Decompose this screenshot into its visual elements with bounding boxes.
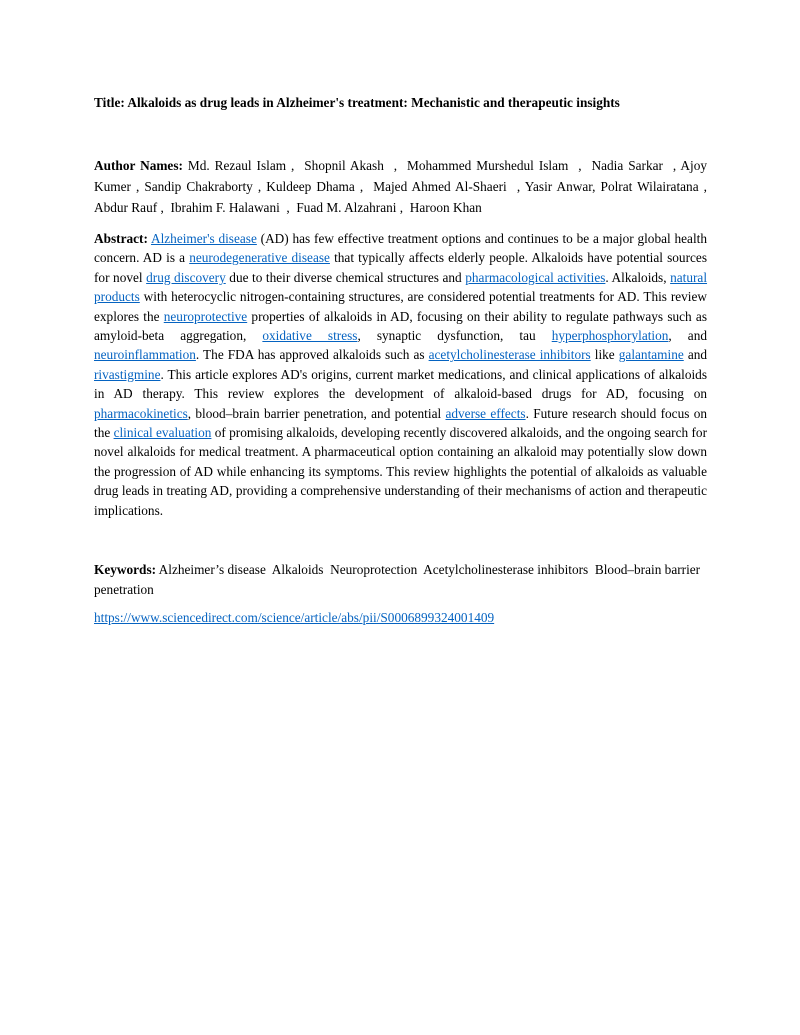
abstract-text: , and: [668, 328, 707, 344]
abstract-text: like: [594, 347, 615, 363]
link-pharmacokinetics[interactable]: pharmacokinetics: [94, 405, 188, 421]
link-acetylcholinesterase-inhibitors[interactable]: acetylcholinesterase inhibitors: [428, 347, 591, 363]
abstract-text: (AD) has few effective treatment options and continues to be a major global health concern. AD is a: [94, 231, 707, 266]
abstract-label: Abstract:: [94, 231, 148, 246]
link-natural-products[interactable]: natural products: [94, 269, 708, 305]
link-galantamine[interactable]: galantamine: [618, 347, 684, 363]
author-list: Md. Rezaul Islam , Shopnil Akash , Mohammed Murshedul Islam , Nadia Sarkar , Ajoy Kumer , Sandip Chakraborty , Kuldeep Dhama , Majed Ahmed Al-Shaeri , Yasir Anwar, Polrat Wilairatana , Abdur Rauf , Ibrahim F. Halawani , Fuad M. Alzahrani , Haroon Khan: [94, 158, 711, 215]
abstract-text: . Alkaloids,: [605, 269, 667, 285]
abstract-text: , synaptic dysfunction, tau: [357, 328, 536, 344]
abstract-text: that typically affects elderly people. Alkaloids have potential sources for novel: [94, 250, 707, 285]
abstract-text: . This article explores AD's origins, current market medications, and clinical applications of alkaloids in AD therapy. This review explores the development of alkaloid-based drugs for AD, focusing on: [94, 366, 707, 402]
article-title: Alkaloids as drug leads in Alzheimer's treatment: Mechanistic and therapeutic insights: [127, 95, 620, 110]
link-drug-discovery[interactable]: drug discovery: [146, 269, 226, 285]
abstract-text: . The FDA has approved alkaloids such as: [195, 347, 425, 363]
title-label: Title:: [94, 95, 125, 110]
document-page: [94, 94, 711, 627]
abstract: [94, 229, 707, 520]
article-url-link[interactable]: https://www.sciencedirect.com/science/article/abs/pii/S0006899324001409: [94, 609, 495, 625]
abstract-text: . Future research should focus on the: [94, 405, 707, 441]
author-names: [94, 155, 711, 218]
link-pharmacological-activities[interactable]: pharmacological activities: [465, 269, 606, 285]
article-url-line: [94, 608, 707, 627]
link-neuroinflammation[interactable]: neuroinflammation: [94, 347, 196, 363]
link-rivastigmine[interactable]: rivastigmine: [94, 366, 161, 382]
link-oxidative-stress[interactable]: oxidative stress: [262, 328, 358, 344]
link-alzheimers-disease[interactable]: Alzheimer's disease: [150, 231, 257, 246]
keywords: [94, 560, 707, 599]
abstract-text: with heterocyclic nitrogen-containing structures, are considered potential treatments for AD. This review explores the: [94, 289, 707, 324]
abstract-text: of promising alkaloids, developing recently discovered alkaloids, and the ongoing search for novel alkaloids for medical treatment. A pharmaceutical option containing an alkaloid may potentially slow down the progression of AD while enhancing its symptoms. This review highlights the potential of alkaloids as valuable drug leads in treating AD, providing a comprehensive understanding of their mechanisms of action and therapeutic implications.: [94, 425, 707, 518]
keywords-label: Keywords:: [94, 562, 157, 578]
link-hyperphosphorylation[interactable]: hyperphosphorylation: [551, 328, 669, 344]
abstract-text: properties of alkaloids in AD, focusing on their ability to regulate pathways such as amyloid-beta aggregation,: [94, 308, 707, 344]
link-clinical-evaluation[interactable]: clinical evaluation: [113, 425, 212, 441]
link-neurodegenerative-disease[interactable]: neurodegenerative disease: [189, 250, 330, 266]
abstract-text: due to their diverse chemical structures and: [229, 269, 462, 285]
keywords-list: Alzheimer’s disease Alkaloids Neuroprotection Acetylcholinesterase inhibitors Blood–brain barrier penetration: [94, 562, 704, 597]
link-neuroprotective[interactable]: neuroprotective: [163, 308, 248, 324]
abstract-text: , blood–brain barrier penetration, and potential: [187, 405, 442, 421]
title-line: [94, 94, 707, 111]
link-adverse-effects[interactable]: adverse effects: [445, 405, 526, 421]
abstract-text: and: [687, 347, 708, 363]
author-names-label: Author Names:: [94, 158, 183, 173]
